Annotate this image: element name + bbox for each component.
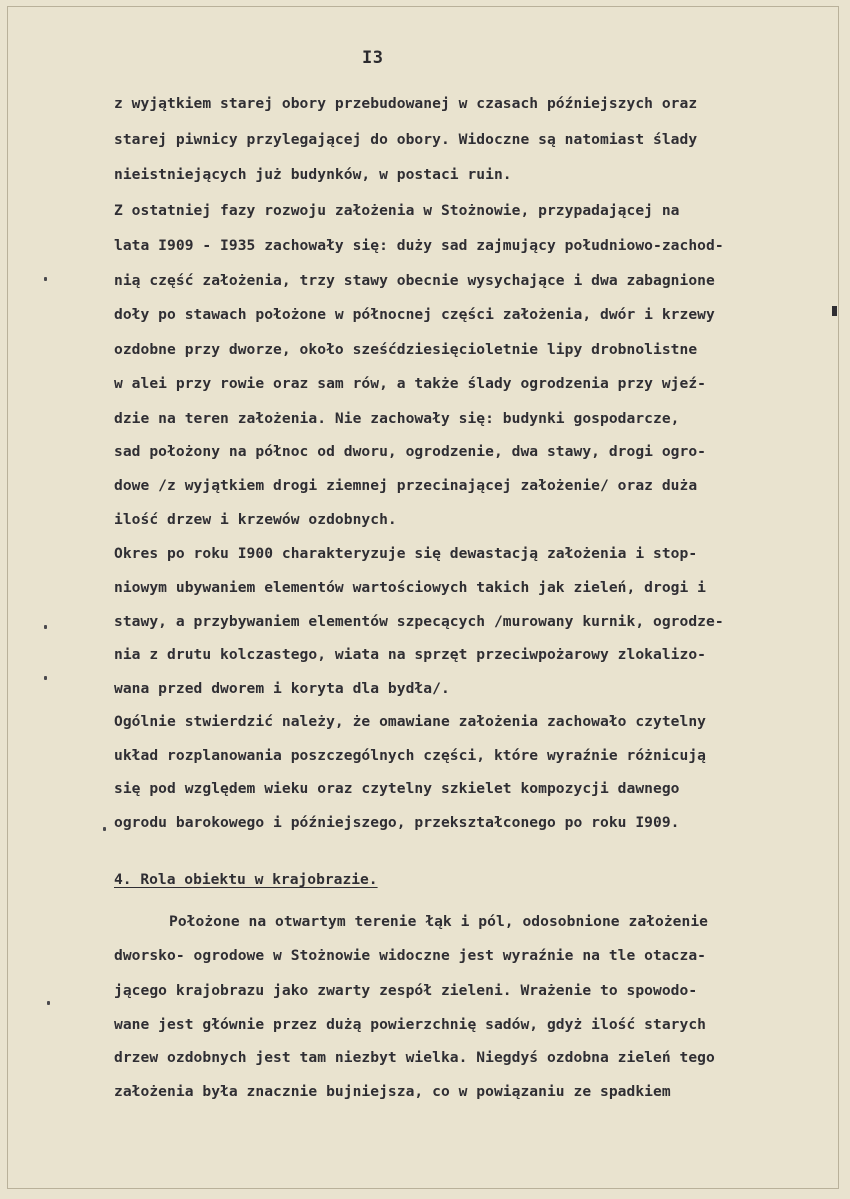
- text-line: ilość drzew i krzewów ozdobnych.: [114, 511, 397, 528]
- text-line: lata I909 - I935 zachowały się: duży sad zajmujący południowo-zachod-: [114, 237, 724, 254]
- text-line: założenia była znacznie bujniejsza, co w powiązaniu ze spadkiem: [114, 1083, 671, 1100]
- text-line: jącego krajobrazu jako zwarty zespół zieleni. Wrażenie to spowodo-: [114, 982, 698, 999]
- section-heading: 4. Rola obiektu w krajobrazie.: [114, 871, 378, 888]
- margin-mark: [103, 827, 106, 831]
- text-line: się pod względem wieku oraz czytelny szkielet kompozycji dawnego: [114, 780, 680, 797]
- text-line: wane jest głównie przez dużą powierzchnię sadów, gdyż ilość starych: [114, 1016, 707, 1033]
- margin-mark: [44, 625, 47, 629]
- text-line: drzew ozdobnych jest tam niezbyt wielka. Niegdyś ozdobna zieleń tego: [114, 1049, 715, 1066]
- text-line: starej piwnicy przylegającej do obory. Widoczne są natomiast ślady: [114, 131, 698, 148]
- edge-mark: [832, 306, 837, 316]
- text-line: Położone na otwartym terenie łąk i pól, odosobnione założenie: [169, 913, 709, 930]
- text-line: sad położony na północ od dworu, ogrodzenie, dwa stawy, drogi ogro-: [114, 443, 707, 460]
- text-line: ogrodu barokowego i późniejszego, przekształconego po roku I909.: [114, 814, 680, 831]
- text-line: wana przed dworem i koryta dla bydła/.: [114, 680, 450, 697]
- text-line: dworsko- ogrodowe w Stożnowie widoczne jest wyraźnie na tle otacza-: [114, 947, 707, 964]
- text-line: w alei przy rowie oraz sam rów, a także ślady ogrodzenia przy wjeź-: [114, 375, 707, 392]
- text-line: dzie na teren założenia. Nie zachowały się: budynki gospodarcze,: [114, 410, 680, 427]
- text-line: ozdobne przy dworze, około sześćdziesięcioletnie lipy drobnolistne: [114, 341, 698, 358]
- text-line: stawy, a przybywaniem elementów szpecących /murowany kurnik, ogrodze-: [114, 613, 724, 630]
- text-line: układ rozplanowania poszczególnych części, które wyraźnie różnicują: [114, 747, 707, 764]
- text-line: Ogólnie stwierdzić należy, że omawiane założenia zachowało czytelny: [114, 713, 707, 730]
- margin-mark: [47, 1001, 50, 1005]
- text-line: z wyjątkiem starej obory przebudowanej w czasach późniejszych oraz: [114, 95, 698, 112]
- text-line: Okres po roku I900 charakteryzuje się dewastacją założenia i stop-: [114, 545, 698, 562]
- text-line: Z ostatniej fazy rozwoju założenia w Stożnowie, przypadającej na: [114, 202, 680, 219]
- margin-mark: [44, 676, 47, 680]
- text-line: dowe /z wyjątkiem drogi ziemnej przecinającej założenie/ oraz duża: [114, 477, 698, 494]
- margin-mark: [44, 277, 47, 281]
- page-number: I3: [362, 48, 384, 68]
- text-line: nia z drutu kolczastego, wiata na sprzęt przeciwpożarowy zlokalizo-: [114, 646, 707, 663]
- text-line: niowym ubywaniem elementów wartościowych takich jak zieleń, drogi i: [114, 579, 707, 596]
- text-line: doły po stawach położone w północnej części założenia, dwór i krzewy: [114, 306, 715, 323]
- text-line: nią część założenia, trzy stawy obecnie wysychające i dwa zabagnione: [114, 272, 715, 289]
- text-line: nieistniejących już budynków, w postaci ruin.: [114, 166, 512, 183]
